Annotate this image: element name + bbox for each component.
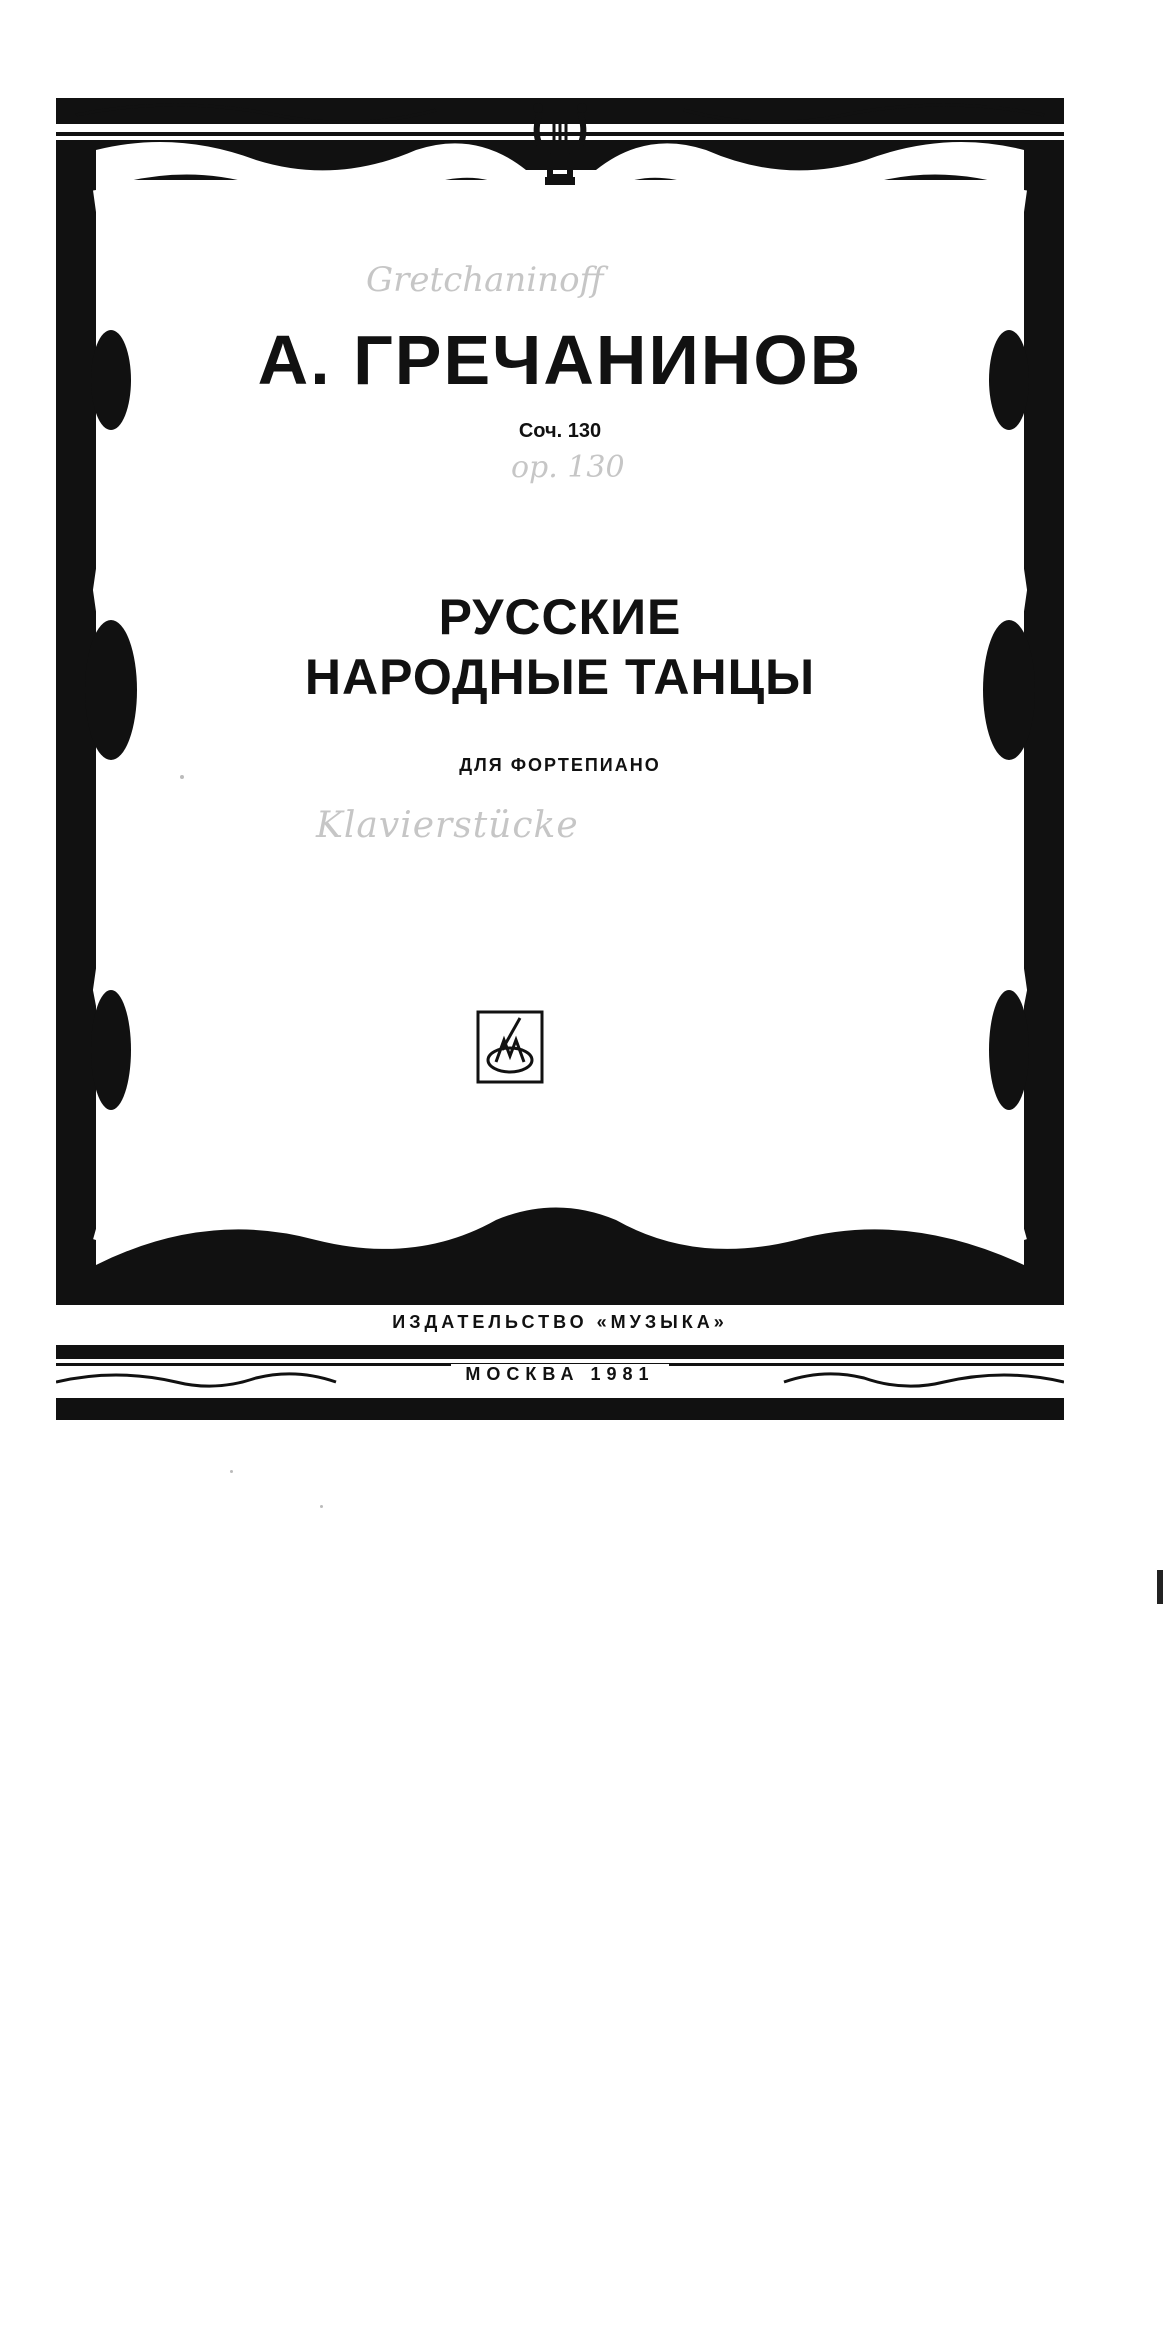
instrument-subtitle: ДЛЯ ФОРТЕПИАНО	[459, 755, 661, 775]
dust-speck	[230, 1470, 233, 1473]
author-name: А. ГРЕЧАНИНОВ	[257, 321, 863, 399]
bottom-thick-band	[56, 1398, 1064, 1420]
dust-speck	[180, 775, 184, 779]
handwritten-genre-note: Klavierstücke	[316, 805, 579, 846]
title-line-2: НАРОДНЫЕ ТАНЦЫ	[304, 649, 816, 705]
bottom-border-band	[56, 1345, 1064, 1359]
muzyka-logo-icon	[476, 1010, 544, 1084]
city-year	[56, 1364, 1064, 1385]
publisher-name: ИЗДАТЕЛЬСТВО «МУЗЫКА»	[392, 1312, 728, 1332]
dust-speck	[320, 1505, 323, 1508]
cover-content	[56, 140, 1064, 1305]
handwritten-author-note: Gretchaninoff	[366, 260, 604, 300]
title-line-1: РУССКИЕ	[438, 589, 682, 645]
opus-number: Соч. 130	[518, 420, 602, 442]
handwritten-opus-note: op. 130	[511, 450, 625, 485]
city-year-text: МОСКВА 1981	[451, 1364, 668, 1384]
scan-edge-mark	[1157, 1570, 1163, 1604]
